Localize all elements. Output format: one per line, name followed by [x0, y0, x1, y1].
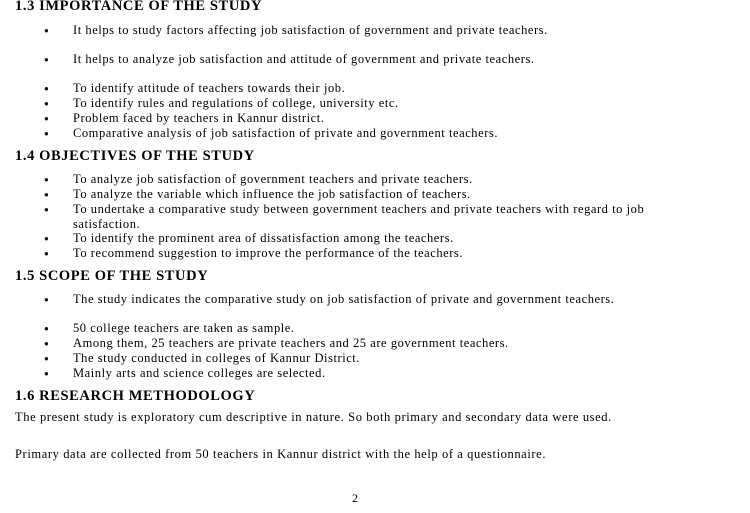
- list-item: ● To identify rules and regulations of college, university etc.: [73, 96, 708, 111]
- list-item: ● Problem faced by teachers in Kannur district.: [73, 111, 708, 126]
- list-item: ● To identify attitude of teachers towards their job.: [73, 81, 708, 96]
- list-item: ● Comparative analysis of job satisfaction of private and government teachers.: [73, 126, 708, 141]
- list-item: ● 50 college teachers are taken as sample.: [73, 321, 708, 336]
- list-item: ● The study conducted in colleges of Kannur District.: [73, 351, 708, 366]
- list-item: ● It helps to analyze job satisfaction and attitude of government and private teachers.: [73, 52, 708, 67]
- list-item: ● To identify the prominent area of dissatisfaction among the teachers.: [73, 231, 708, 246]
- section-heading-importance: 1.3 IMPORTANCE OF THE STUDY: [15, 0, 263, 14]
- methodology-paragraph: The present study is exploratory cum descriptive in nature. So both primary and secondary data were used.: [15, 410, 612, 424]
- list-item: ● To analyze the variable which influence the job satisfaction of teachers.: [73, 187, 708, 202]
- list-item: ● Among them, 25 teachers are private teachers and 25 are government teachers.: [73, 336, 708, 351]
- list-item: ● To undertake a comparative study between government teachers and private teachers with regard to job satisfaction.: [73, 202, 708, 232]
- section-heading-methodology: 1.6 RESEARCH METHODOLOGY: [15, 388, 256, 404]
- list-item: ● To recommend suggestion to improve the performance of the teachers.: [73, 246, 708, 261]
- list-item: ● It helps to study factors affecting job satisfaction of government and private teachers.: [73, 23, 708, 38]
- list-item: ● To analyze job satisfaction of government teachers and private teachers.: [73, 172, 708, 187]
- methodology-paragraph: Primary data are collected from 50 teachers in Kannur district with the help of a questionnaire.: [15, 447, 547, 461]
- section-heading-scope: 1.5 SCOPE OF THE STUDY: [15, 268, 209, 284]
- page-number: 2: [352, 491, 358, 505]
- list-item: ● The study indicates the comparative study on job satisfaction of private and government teachers.: [73, 292, 708, 307]
- section-heading-objectives: 1.4 OBJECTIVES OF THE STUDY: [15, 148, 255, 164]
- list-item: ● Mainly arts and science colleges are selected.: [73, 366, 708, 381]
